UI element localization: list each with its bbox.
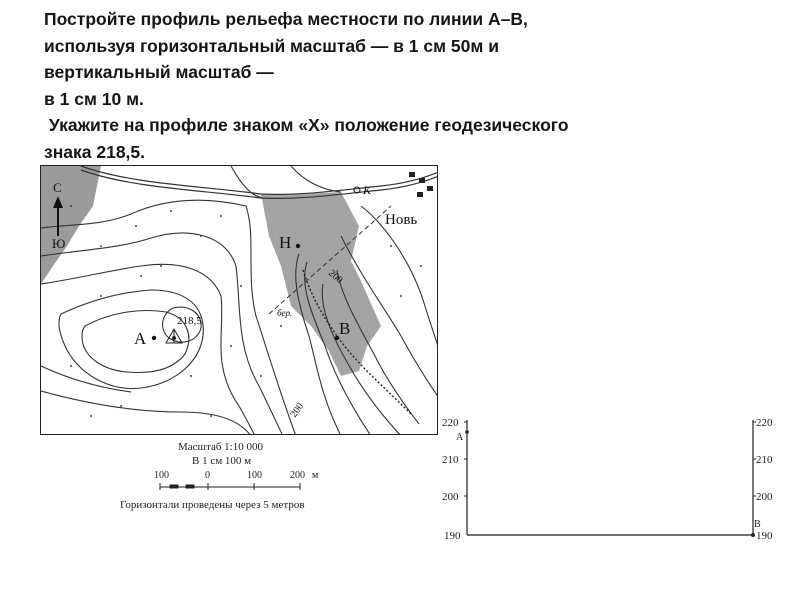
contour-value: 200 (326, 267, 345, 286)
contour-value: 200 (288, 401, 307, 420)
profile-grid (436, 410, 796, 555)
contour-lines (41, 166, 438, 435)
scale-legend (120, 440, 380, 518)
profile-label-a: А (456, 432, 464, 443)
scale-title: Масштаб 1:10 000 (178, 441, 263, 453)
road (81, 166, 438, 198)
north-label: С (53, 180, 62, 195)
geodetic-mark-icon (166, 329, 182, 343)
scale-drawing (120, 440, 380, 515)
scale-ratio: В 1 см 100 м (192, 455, 252, 467)
scale-bar (160, 483, 300, 490)
forest-area-east (261, 192, 381, 376)
profile-point-b (751, 533, 755, 537)
task-line: в 1 см 10 м. (44, 88, 144, 109)
point-n-label: Н (279, 233, 292, 252)
scale-tick: 100 (154, 470, 169, 481)
point-b-label: В (339, 319, 351, 338)
task-line: знака 218,5. (44, 141, 146, 162)
task-line: Укажите на профиле знаком «Х» положение геодезического (44, 115, 569, 135)
point-a-label: А (134, 329, 147, 348)
village-label: Новь (385, 212, 418, 228)
profile-left-tick: 200 (442, 491, 459, 503)
profile-right-tick: 190 (756, 530, 773, 542)
scale-tick: 0 (205, 470, 210, 481)
profile-right-tick: 220 (756, 417, 773, 429)
scale-tick: 100 (247, 470, 262, 481)
profile-drawing (436, 410, 796, 555)
scale-tick: 200 (290, 470, 305, 481)
elevation-label: 218,5 (177, 315, 202, 327)
profile-left-tick: 220 (442, 417, 459, 429)
task-line: используя горизонтальный масштаб — в 1 см 50м и (44, 35, 499, 56)
profile-ticks (464, 422, 756, 496)
profile-point-a (465, 430, 469, 434)
profile-label-b: В (754, 519, 761, 530)
contour-interval-note: Горизонтали проведены через 5 метров (120, 499, 305, 511)
south-label: Ю (52, 236, 66, 251)
point-n-marker (296, 244, 300, 248)
map-drawing (41, 166, 438, 435)
shore-label: бер. (277, 308, 293, 318)
profile-left-tick: 210 (442, 454, 459, 466)
task-text (44, 6, 764, 165)
profile-left-tick: 190 (444, 530, 461, 542)
point-k-label: К (363, 183, 371, 197)
scale-unit: м (312, 470, 319, 481)
topographic-map (40, 165, 438, 435)
task-line: вертикальный масштаб — (44, 62, 274, 82)
profile-right-tick: 210 (756, 454, 773, 466)
point-a-marker (152, 336, 156, 340)
task-line: Постройте профиль рельефа местности по линии А–В, (44, 9, 528, 29)
profile-right-tick: 200 (756, 491, 773, 503)
